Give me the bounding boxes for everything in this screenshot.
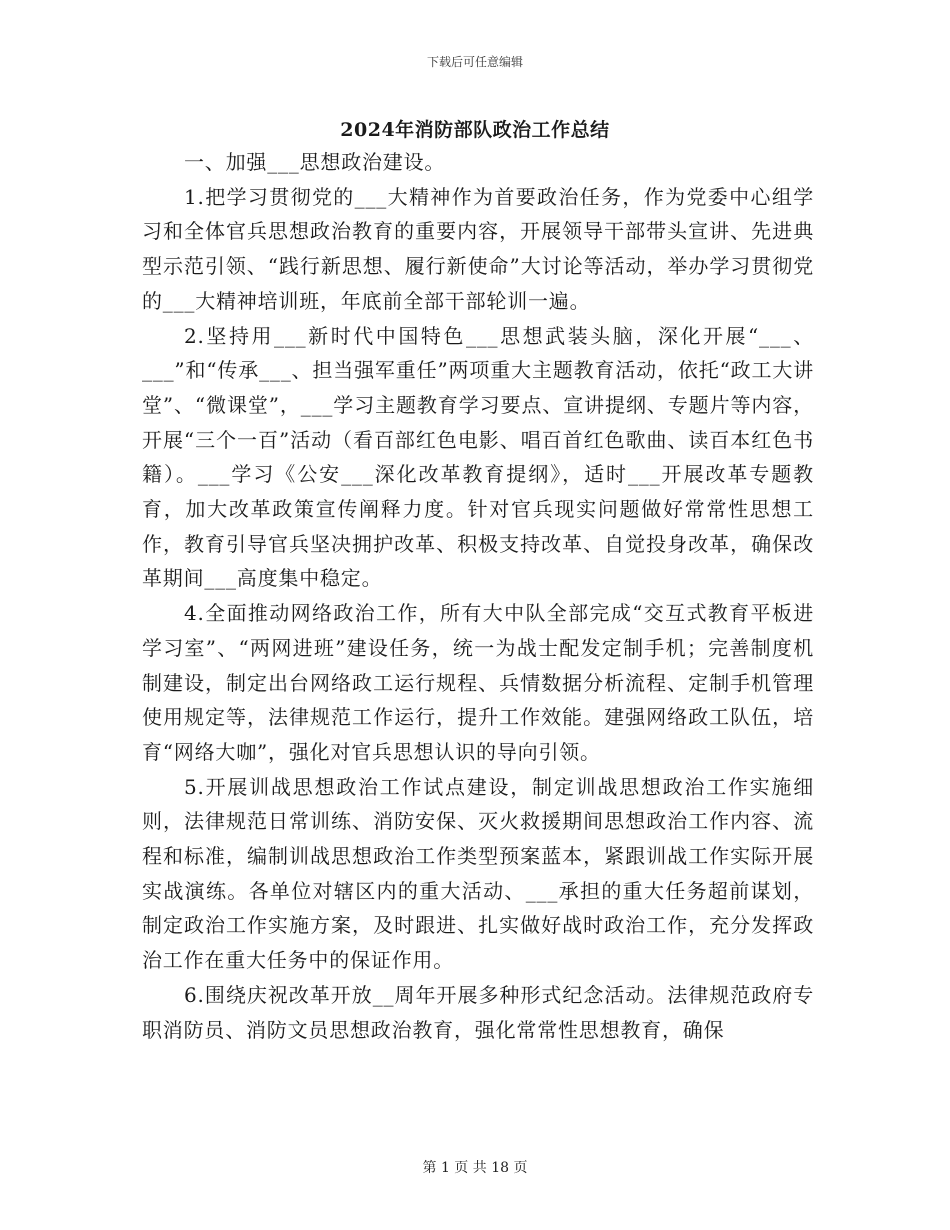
- paragraph-item-6: 6.围绕庆祝改革开放__周年开展多种形式纪念活动。法律规范政府专职消防员、消防文员思想政治教育，强化常常性思想教育，确保: [142, 982, 814, 1042]
- paragraph-item-2: 2.坚持用___新时代中国特色___思想武装头脑，深化开展“___、___”和“传承___、担当强军重任”两项重大主题教育活动，依托“政工大讲堂”、“微课堂”，___学习主题教育学习要点、宣讲提纲、专题片等内容，开展“三个一百”活动（看百部红色电影、唱百首红色歌曲、读百本红色书籍）。___学习《公安___深化改革教育提纲》，适时___开展改革专题教育，加大改革政策宣传阐释力度。针对官兵现实问题做好常常性思想工作，教育引导官兵坚决拥护改革、积极支持改革、自觉投身改革，确保改革期间___高度集中稳定。: [142, 323, 814, 591]
- document-title: 2024年消防部队政治工作总结: [340, 119, 610, 141]
- download-edit-note: 下载后可任意编辑: [426, 55, 523, 69]
- paragraph-item-4: 4.全面推动网络政治工作，所有大中队全部完成“交互式教育平板进学习室”、“两网进班”建设任务，统一为战士配发定制手机；完善制度机制建设，制定出台网络政工运行规程、兵情数据分析流程、定制手机管理使用规定等，法律规范工作运行，提升工作效能。建强网络政工队伍，培育“网络大咖”，强化对官兵思想认识的导向引领。: [142, 601, 814, 764]
- page-number-footer: 第 1 页 共 18 页: [422, 1160, 528, 1176]
- document-body: [142, 145, 814, 1047]
- paragraph-item-5: 5.开展训战思想政治工作试点建设，制定训战思想政治工作实施细则，法律规范日常训练、消防安保、灭火救援期间思想政治工作内容、流程和标准，编制训战思想政治工作类型预案蓝本，紧跟训战工作实际开展实战演练。各单位对辖区内的重大活动、___承担的重大任务超前谋划，制定政治工作实施方案，及时跟进、扎实做好战时政治工作，充分发挥政治工作在重大任务中的保证作用。: [142, 774, 814, 973]
- paragraph-item-1: 1.把学习贯彻党的___大精神作为首要政治任务，作为党委中心组学习和全体官兵思想政治教育的重要内容，开展领导干部带头宣讲、先进典型示范引领、“践行新思想、履行新使命”大讨论等活动，举办学习贯彻党的___大精神培训班，年底前全部干部轮训一遍。: [142, 184, 814, 313]
- section-heading: 一、加强___思想政治建设。: [184, 150, 446, 174]
